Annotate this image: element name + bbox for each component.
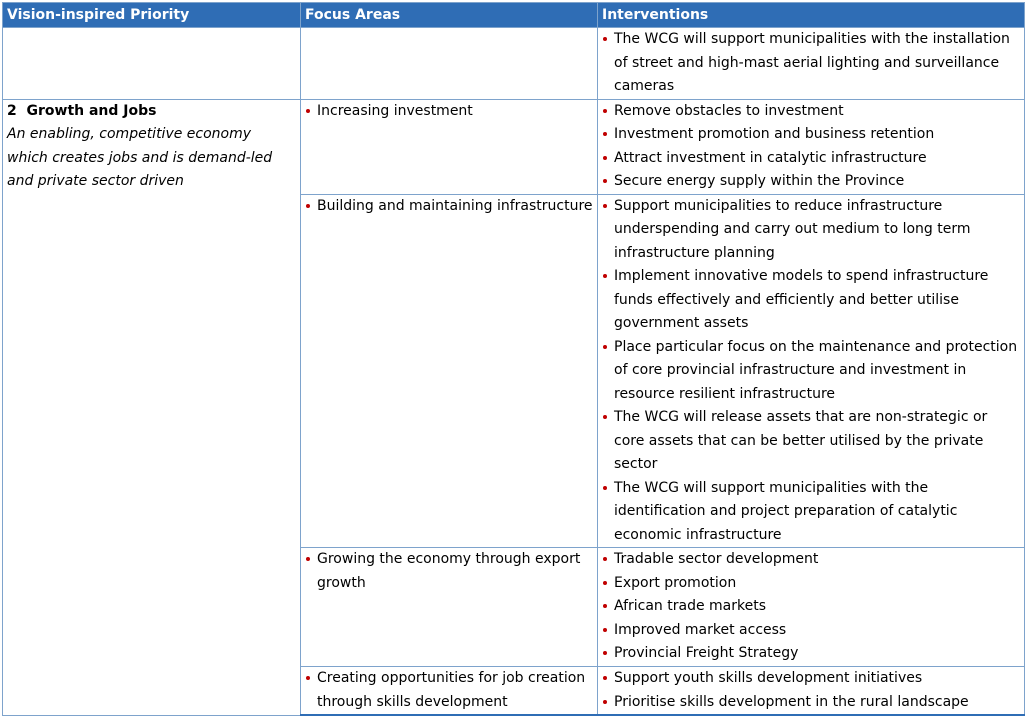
continued-focus-cell bbox=[301, 28, 598, 100]
priority-cell bbox=[3, 99, 301, 715]
intervention-item: Provincial Freight Strategy bbox=[602, 642, 1020, 666]
intervention-item: Improved market access bbox=[602, 619, 1020, 643]
intervention-list bbox=[602, 667, 1020, 714]
intervention-item: Implement innovative models to spend infrastructure funds effectively and efficiently and better utilise government assets bbox=[602, 265, 1020, 336]
continued-intervention-list bbox=[602, 28, 1020, 99]
intervention-item: The WCG will support municipalities with the installation of street and high-mast aerial lighting and surveillance cameras bbox=[602, 28, 1020, 99]
header-focus-areas: Focus Areas bbox=[301, 3, 598, 28]
intervention-item: Tradable sector development bbox=[602, 548, 1020, 572]
interventions-cell bbox=[598, 548, 1025, 667]
intervention-item: Investment promotion and business retention bbox=[602, 123, 1020, 147]
intervention-item: Support municipalities to reduce infrastructure underspending and carry out medium to long term infrastructure planning bbox=[602, 195, 1020, 266]
intervention-item: Secure energy supply within the Province bbox=[602, 170, 1020, 194]
intervention-item: The WCG will release assets that are non-strategic or core assets that can be better utilised by the private sector bbox=[602, 406, 1020, 477]
priority-number: 2 bbox=[7, 102, 17, 119]
intervention-item: The WCG will support municipalities with the identification and project preparation of catalytic economic infrastructure bbox=[602, 477, 1020, 548]
intervention-item: Place particular focus on the maintenance and protection of core provincial infrastructure and investment in resource resilient infrastructure bbox=[602, 336, 1020, 407]
intervention-list bbox=[602, 100, 1020, 194]
header-priority: Vision-inspired Priority bbox=[3, 3, 301, 28]
intervention-item: Remove obstacles to investment bbox=[602, 100, 1020, 124]
focus-area-label: Increasing investment bbox=[305, 100, 593, 124]
continued-interventions-cell bbox=[598, 28, 1025, 100]
header-interventions: Interventions bbox=[598, 3, 1025, 28]
interventions-cell bbox=[598, 194, 1025, 548]
intervention-item: Support youth skills development initiatives bbox=[602, 667, 1020, 691]
interventions-cell bbox=[598, 99, 1025, 194]
continued-row bbox=[3, 28, 1025, 100]
intervention-item: Export promotion bbox=[602, 572, 1020, 596]
focus-cell bbox=[301, 194, 598, 548]
priority-title: Growth and Jobs bbox=[26, 102, 157, 119]
focus-area-label: Building and maintaining infrastructure bbox=[305, 195, 593, 219]
intervention-list bbox=[602, 195, 1020, 548]
focus-area-label: Growing the economy through export growth bbox=[305, 548, 593, 595]
priority-heading bbox=[7, 100, 296, 124]
intervention-item: African trade markets bbox=[602, 595, 1020, 619]
focus-cell bbox=[301, 548, 598, 667]
continued-priority-cell bbox=[3, 28, 301, 100]
intervention-item: Attract investment in catalytic infrastructure bbox=[602, 147, 1020, 171]
focus-cell bbox=[301, 667, 598, 716]
intervention-list bbox=[602, 548, 1020, 666]
focus-cell bbox=[301, 99, 598, 194]
intervention-item: Prioritise skills development in the rural landscape bbox=[602, 691, 1020, 715]
priorities-table bbox=[2, 2, 1025, 716]
focus-row-investment bbox=[3, 99, 1025, 194]
focus-area-label: Creating opportunities for job creation through skills development bbox=[305, 667, 593, 714]
interventions-cell bbox=[598, 667, 1025, 716]
header-row bbox=[3, 3, 1025, 28]
priority-description: An enabling, competitive economy which creates jobs and is demand-led and private sector driven bbox=[7, 126, 273, 189]
